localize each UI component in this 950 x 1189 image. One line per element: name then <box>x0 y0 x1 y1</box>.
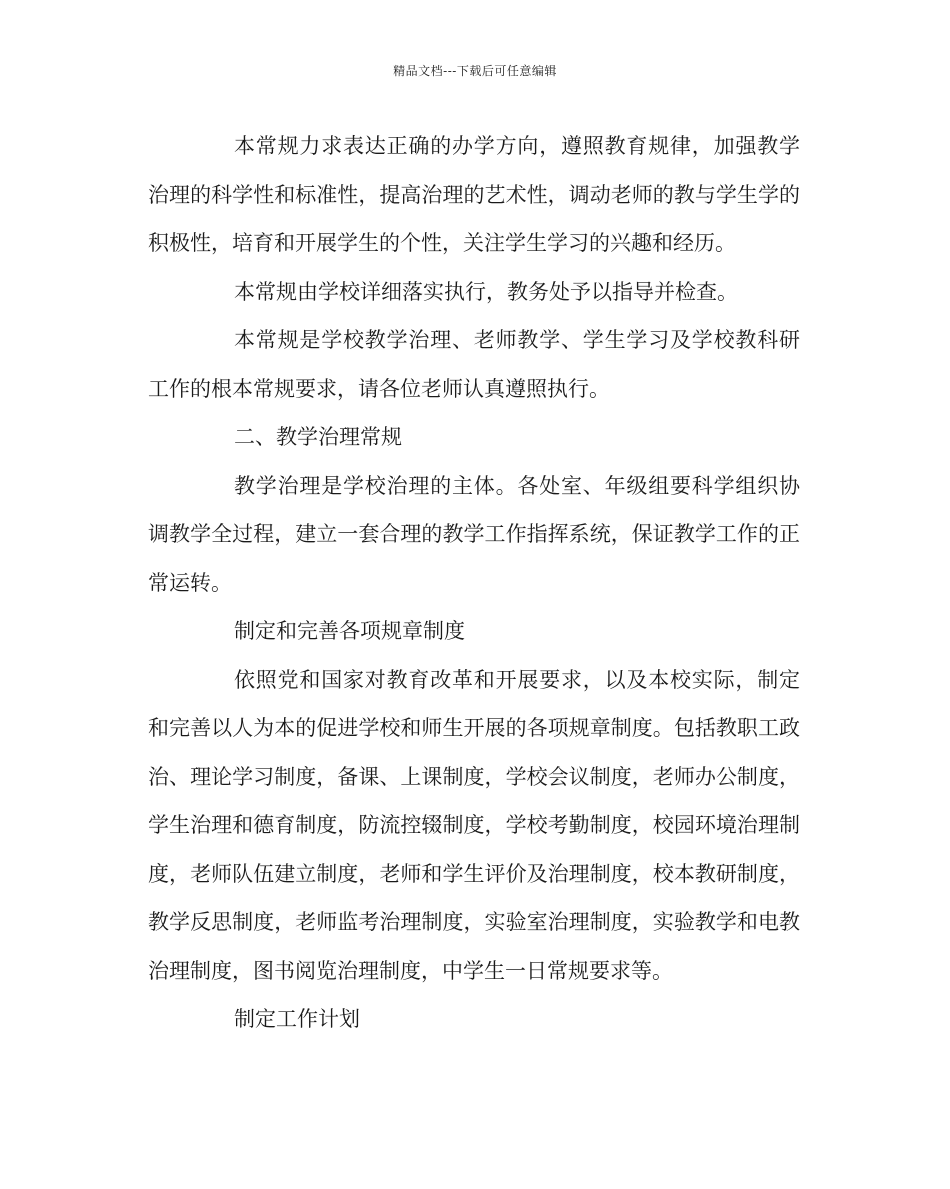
paragraph-regulations: 依照党和国家对教育改革和开展要求，以及本校实际，制定和完善以人为本的促进学校和师生开展的各项规章制度。包括教职工政治、理论学习制度，备课、上课制度，学校会议制度，老师办公制度，学生治理和德育制度，防流控辍制度，学校考勤制度，校园环境治理制度，老师队伍建立制度，老师和学生评价及治理制度，校本教研制度，教学反思制度，老师监考治理制度，实验室治理制度，实验教学和电教治理制度，图书阅览治理制度，中学生一日常规要求等。 <box>148 667 800 983</box>
section-heading-teaching-management: 二、教学治理常规 <box>234 425 402 449</box>
paragraph-implementation: 本常规由学校详细落实执行，教务处予以指导并检查。 <box>234 279 738 304</box>
subheading-work-plan: 制定工作计划 <box>234 1007 360 1031</box>
paragraph-purpose: 本常规力求表达正确的办学方向，遵照教育规律，加强教学治理的科学性和标准性，提高治理的艺术性，调动老师的教与学生学的积极性，培育和开展学生的个性，关注学生学习的兴趣和经历。 <box>148 134 800 255</box>
subheading-regulations: 制定和完善各项规章制度 <box>234 619 465 643</box>
paragraph-requirements: 本常规是学校教学治理、老师教学、学生学习及学校教科研工作的根本常规要求，请各位老师认真遵照执行。 <box>148 328 800 401</box>
paragraph-teaching-management: 教学治理是学校治理的主体。各处室、年级组要科学组织协调教学全过程，建立一套合理的教学工作指挥系统，保证教学工作的正常运转。 <box>148 473 800 595</box>
page-header: 精品文档---下载后可任意编辑 <box>393 64 557 78</box>
document-body <box>148 122 800 1044</box>
